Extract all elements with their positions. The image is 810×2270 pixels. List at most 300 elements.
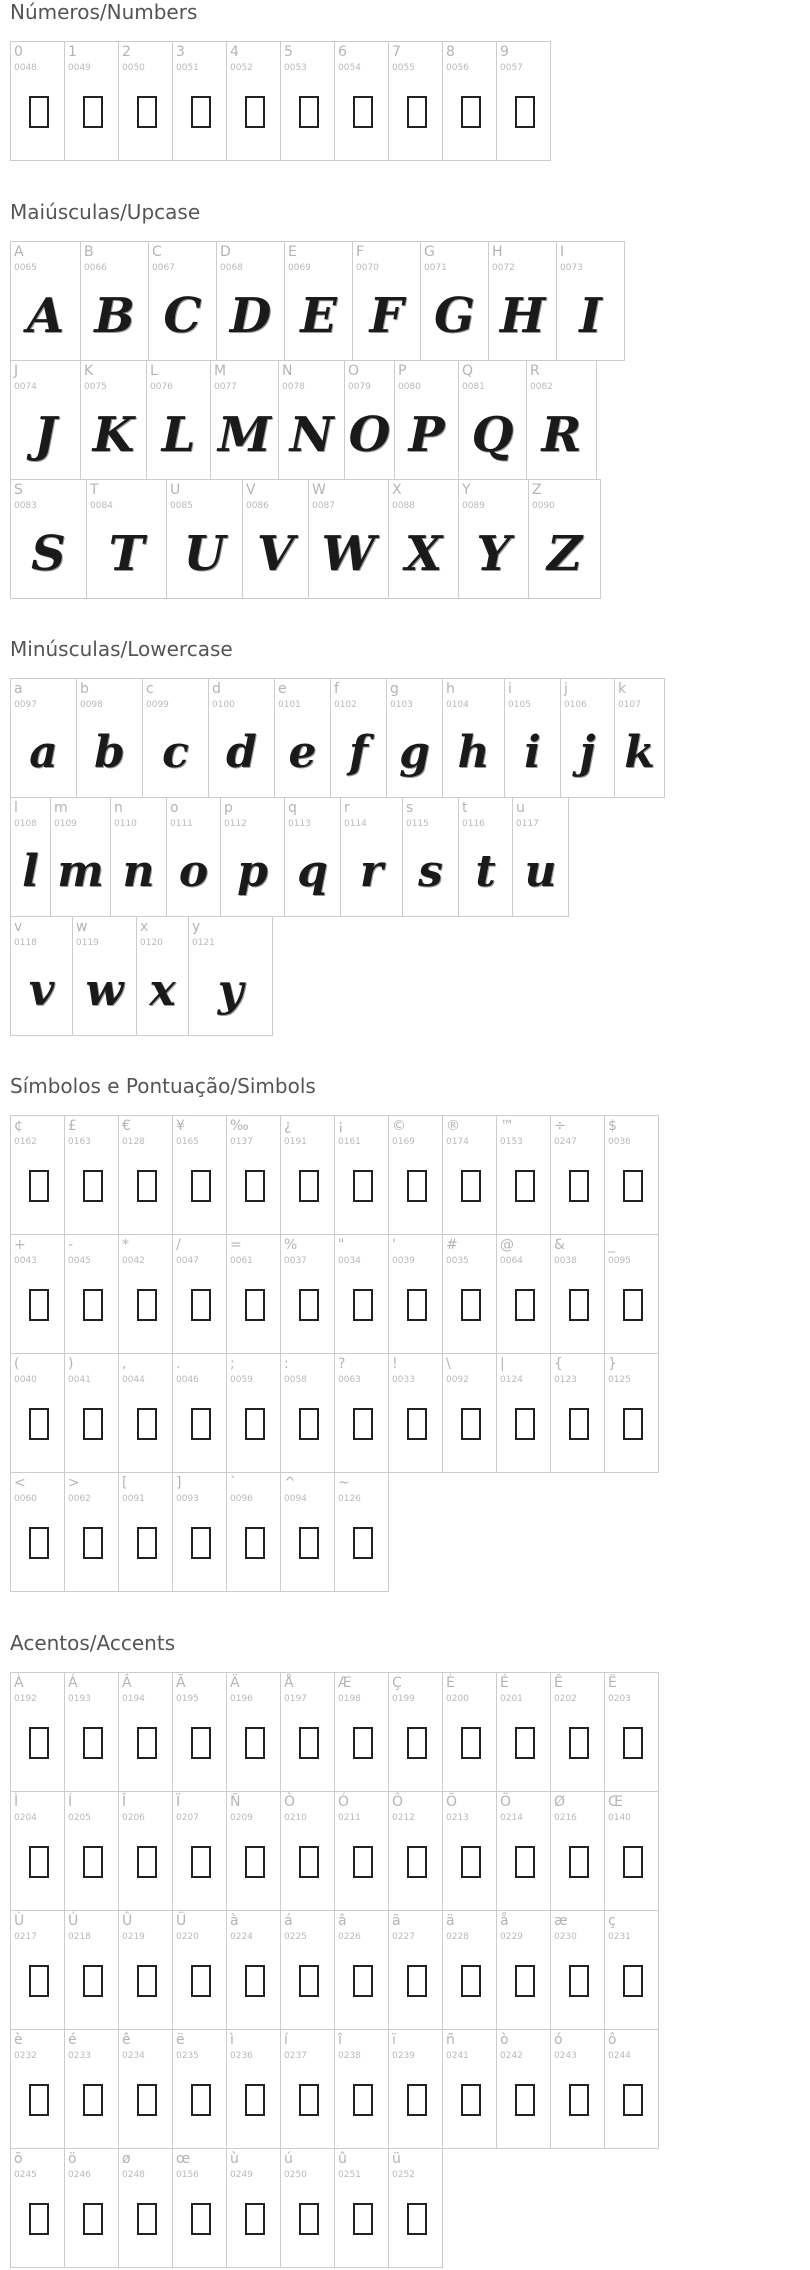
glyph-code: 0038 [554, 1256, 577, 1266]
glyph-cell [10, 1672, 65, 1792]
glyph-code: 0194 [122, 1694, 145, 1704]
missing-glyph-box [29, 2203, 49, 2235]
missing-glyph-box [29, 2084, 49, 2116]
glyph-code: 0198 [338, 1694, 361, 1704]
glyph-code: 0213 [446, 1813, 469, 1823]
glyph-cell [550, 1672, 605, 1792]
glyph-code: 0107 [618, 700, 641, 710]
glyph-cell [220, 797, 285, 917]
glyph-sample: J [34, 407, 57, 463]
glyph-label: S [14, 482, 23, 498]
glyph-cell [64, 2029, 119, 2149]
section-title: Números/Numbers [10, 0, 198, 24]
glyph-cell [118, 1910, 173, 2030]
glyph-code: 0092 [446, 1375, 469, 1385]
missing-glyph-box [29, 1965, 49, 1997]
glyph-label: ü [392, 2151, 401, 2167]
glyph-cell [280, 1353, 335, 1473]
glyph-code: 0033 [392, 1375, 415, 1385]
section-title: Símbolos e Pontuação/Simbols [10, 1074, 316, 1098]
glyph-cell [226, 1115, 281, 1235]
glyph-label: 9 [500, 44, 509, 60]
glyph-cell [142, 678, 209, 798]
glyph-code: 0238 [338, 2051, 361, 2061]
missing-glyph-box [29, 1727, 49, 1759]
glyph-code: 0195 [176, 1694, 199, 1704]
glyph-label: " [338, 1237, 345, 1253]
glyph-label: t [462, 800, 468, 816]
glyph-code: 0251 [338, 2170, 361, 2180]
glyph-cell [604, 1910, 659, 2030]
glyph-cell [334, 1672, 389, 1792]
glyph-code: 0041 [68, 1375, 91, 1385]
missing-glyph-box [299, 1408, 319, 1440]
glyph-label: ¿ [284, 1118, 292, 1134]
glyph-code: 0234 [122, 2051, 145, 2061]
glyph-code: 0123 [554, 1375, 577, 1385]
missing-glyph-box [461, 1289, 481, 1321]
glyph-label: / [176, 1237, 181, 1253]
glyph-code: 0226 [338, 1932, 361, 1942]
glyph-sample: K [92, 407, 135, 463]
glyph-label: Å [284, 1675, 294, 1691]
glyph-cell [496, 1115, 551, 1235]
glyph-cell [10, 241, 81, 361]
missing-glyph-box [461, 1727, 481, 1759]
missing-glyph-box [245, 96, 265, 128]
missing-glyph-box [245, 1727, 265, 1759]
glyph-code: 0077 [214, 382, 237, 392]
glyph-label: * [122, 1237, 129, 1253]
glyph-cell [458, 479, 529, 599]
glyph-label: ` [230, 1475, 237, 1491]
glyph-label: l [14, 800, 18, 816]
glyph-code: 0048 [14, 63, 37, 73]
glyph-code: 0040 [14, 1375, 37, 1385]
glyph-cell [136, 916, 189, 1036]
glyph-code: 0225 [284, 1932, 307, 1942]
glyph-label: ® [446, 1118, 460, 1134]
glyph-code: 0059 [230, 1375, 253, 1385]
glyph-label: g [390, 681, 399, 697]
glyph-cell [10, 360, 81, 480]
glyph-sample: s [418, 846, 443, 897]
glyph-cell [280, 2148, 335, 2268]
missing-glyph-box [137, 1965, 157, 1997]
glyph-sample: n [122, 846, 155, 897]
glyph-code: 0091 [122, 1494, 145, 1504]
glyph-cell [394, 360, 459, 480]
glyph-sample: N [289, 407, 334, 463]
glyph-label: s [406, 800, 414, 816]
glyph-code: 0119 [76, 938, 99, 948]
missing-glyph-box [623, 1727, 643, 1759]
glyph-label: õ [14, 2151, 23, 2167]
missing-glyph-box [245, 1527, 265, 1559]
glyph-cell [496, 1791, 551, 1911]
missing-glyph-box [407, 96, 427, 128]
missing-glyph-box [29, 1289, 49, 1321]
glyph-code: 0039 [392, 1256, 415, 1266]
glyph-code: 0244 [608, 2051, 631, 2061]
glyph-label: c [146, 681, 154, 697]
glyph-label: 5 [284, 44, 293, 60]
glyph-code: 0110 [114, 819, 137, 829]
glyph-label: 3 [176, 44, 185, 60]
glyph-sample: A [26, 288, 65, 344]
glyph-cell [10, 2029, 65, 2149]
glyph-sample: Z [546, 526, 583, 582]
glyph-sample: I [579, 288, 602, 344]
glyph-label: \ [446, 1356, 451, 1372]
glyph-code: 0229 [500, 1932, 523, 1942]
glyph-sample: c [162, 727, 189, 778]
glyph-cell [274, 678, 331, 798]
glyph-label: M [214, 363, 227, 379]
glyph-cell [556, 241, 625, 361]
glyph-code: 0050 [122, 63, 145, 73]
glyph-code: 0099 [146, 700, 169, 710]
glyph-cell [72, 916, 137, 1036]
missing-glyph-box [191, 1170, 211, 1202]
glyph-sample: M [217, 407, 272, 463]
glyph-label: â [338, 1913, 347, 1929]
glyph-sample: B [94, 288, 135, 344]
glyph-cell [308, 479, 389, 599]
glyph-cell [442, 1791, 497, 1911]
glyph-label: { [554, 1356, 563, 1372]
glyph-label: 4 [230, 44, 239, 60]
glyph-label: 0 [14, 44, 23, 60]
glyph-cell [172, 41, 227, 161]
glyph-cell [280, 41, 335, 161]
glyph-cell [386, 678, 443, 798]
glyph-sample: r [359, 846, 384, 897]
glyph-code: 0118 [14, 938, 37, 948]
glyph-cell [550, 1791, 605, 1911]
glyph-label: y [192, 919, 201, 935]
glyph-code: 0075 [84, 382, 107, 392]
missing-glyph-box [299, 2084, 319, 2116]
missing-glyph-box [353, 1846, 373, 1878]
glyph-label: Y [462, 482, 471, 498]
glyph-cell [226, 1472, 281, 1592]
glyph-label: ù [230, 2151, 239, 2167]
missing-glyph-box [191, 1846, 211, 1878]
glyph-sample: u [524, 846, 557, 897]
glyph-label: ö [68, 2151, 77, 2167]
glyph-label: ¥ [176, 1118, 185, 1134]
glyph-cell [118, 1234, 173, 1354]
missing-glyph-box [407, 1289, 427, 1321]
missing-glyph-box [461, 1170, 481, 1202]
glyph-label: Ò [284, 1794, 296, 1810]
glyph-label: N [282, 363, 293, 379]
glyph-cell [402, 797, 459, 917]
missing-glyph-box [83, 1289, 103, 1321]
glyph-cell [604, 1353, 659, 1473]
glyph-code: 0044 [122, 1375, 145, 1385]
glyph-code: 0165 [176, 1137, 199, 1147]
glyph-label: ä [446, 1913, 455, 1929]
glyph-cell [10, 1472, 65, 1592]
glyph-code: 0174 [446, 1137, 469, 1147]
glyph-code: 0228 [446, 1932, 469, 1942]
glyph-label: Ø [554, 1794, 566, 1810]
glyph-sample: O [348, 407, 391, 463]
glyph-cell [334, 1791, 389, 1911]
glyph-code: 0120 [140, 938, 163, 948]
glyph-code: 0231 [608, 1932, 631, 1942]
missing-glyph-box [407, 2084, 427, 2116]
glyph-code: 0246 [68, 2170, 91, 2180]
glyph-cell [504, 678, 561, 798]
glyph-cell [388, 1353, 443, 1473]
glyph-cell [604, 1115, 659, 1235]
missing-glyph-box [137, 1846, 157, 1878]
glyph-cell [496, 1234, 551, 1354]
glyph-code: 0089 [462, 501, 485, 511]
glyph-cell [118, 1791, 173, 1911]
missing-glyph-box [299, 1846, 319, 1878]
glyph-cell [172, 1472, 227, 1592]
missing-glyph-box [353, 1408, 373, 1440]
glyph-cell [334, 1353, 389, 1473]
glyph-cell [442, 2029, 497, 2149]
glyph-cell [512, 797, 569, 917]
glyph-code: 0216 [554, 1813, 577, 1823]
glyph-cell [560, 678, 615, 798]
glyph-label: ! [392, 1356, 398, 1372]
glyph-cell [550, 2029, 605, 2149]
glyph-cell [340, 797, 403, 917]
glyph-label: ø [122, 2151, 131, 2167]
glyph-cell [118, 1672, 173, 1792]
missing-glyph-box [353, 1170, 373, 1202]
glyph-code: 0243 [554, 2051, 577, 2061]
missing-glyph-box [569, 1289, 589, 1321]
glyph-label: Ó [338, 1794, 350, 1810]
missing-glyph-box [353, 1289, 373, 1321]
glyph-cell [388, 479, 459, 599]
glyph-cell [226, 1353, 281, 1473]
missing-glyph-box [137, 1170, 157, 1202]
missing-glyph-box [245, 1846, 265, 1878]
glyph-cell [172, 2029, 227, 2149]
glyph-code: 0069 [288, 263, 311, 273]
glyph-sample: h [457, 727, 490, 778]
glyph-code: 0056 [446, 63, 469, 73]
glyph-cell [10, 1910, 65, 2030]
glyph-label: 2 [122, 44, 131, 60]
glyph-label: á [284, 1913, 293, 1929]
glyph-sample: V [256, 526, 295, 582]
missing-glyph-box [29, 1527, 49, 1559]
glyph-label: 7 [392, 44, 401, 60]
section-title: Acentos/Accents [10, 1631, 176, 1655]
missing-glyph-box [191, 1289, 211, 1321]
glyph-cell [388, 1115, 443, 1235]
glyph-code: 0237 [284, 2051, 307, 2061]
glyph-cell [388, 2148, 443, 2268]
glyph-label: 8 [446, 44, 455, 60]
glyph-code: 0073 [560, 263, 583, 273]
missing-glyph-box [407, 1965, 427, 1997]
glyph-code: 0235 [176, 2051, 199, 2061]
glyph-cell [334, 1472, 389, 1592]
glyph-code: 0083 [14, 501, 37, 511]
glyph-label: å [500, 1913, 509, 1929]
glyph-label: ÷ [554, 1118, 566, 1134]
glyph-cell [10, 1353, 65, 1473]
glyph-cell [614, 678, 665, 798]
missing-glyph-box [245, 1170, 265, 1202]
glyph-code: 0192 [14, 1694, 37, 1704]
glyph-label: Œ [608, 1794, 623, 1810]
glyph-code: 0217 [14, 1932, 37, 1942]
glyph-label: B [84, 244, 94, 260]
glyph-sample: S [31, 526, 66, 582]
glyph-label: H [492, 244, 503, 260]
glyph-cell [550, 1910, 605, 2030]
glyph-code: 0163 [68, 1137, 91, 1147]
glyph-sample: g [399, 727, 430, 778]
glyph-code: 0042 [122, 1256, 145, 1266]
glyph-cell [118, 41, 173, 161]
glyph-label: I [560, 244, 565, 260]
glyph-sample: U [183, 526, 226, 582]
glyph-sample: D [229, 288, 272, 344]
glyph-label: i [508, 681, 512, 697]
glyph-cell [496, 1353, 551, 1473]
glyph-code: 0067 [152, 263, 175, 273]
glyph-code: 0214 [500, 1813, 523, 1823]
glyph-cell [388, 2029, 443, 2149]
glyph-cell [172, 1672, 227, 1792]
glyph-label: T [90, 482, 99, 498]
missing-glyph-box [407, 1170, 427, 1202]
glyph-code: 0126 [338, 1494, 361, 1504]
glyph-code: 0117 [516, 819, 539, 829]
glyph-code: 0072 [492, 263, 515, 273]
glyph-code: 0191 [284, 1137, 307, 1147]
section-title: Minúsculas/Lowercase [10, 637, 233, 661]
missing-glyph-box [515, 96, 535, 128]
glyph-label: ï [392, 2032, 396, 2048]
glyph-code: 0230 [554, 1932, 577, 1942]
glyph-label: ~ [338, 1475, 350, 1491]
glyph-cell [208, 678, 275, 798]
glyph-label: Û [122, 1913, 133, 1929]
glyph-code: 0236 [230, 2051, 253, 2061]
glyph-cell [216, 241, 285, 361]
glyph-label: : [284, 1356, 289, 1372]
missing-glyph-box [407, 1846, 427, 1878]
missing-glyph-box [191, 1965, 211, 1997]
glyph-cell [64, 1672, 119, 1792]
missing-glyph-box [515, 2084, 535, 2116]
glyph-label: Õ [446, 1794, 458, 1810]
glyph-label: q [288, 800, 297, 816]
missing-glyph-box [569, 1965, 589, 1997]
glyph-sample: q [297, 846, 328, 897]
missing-glyph-box [191, 96, 211, 128]
glyph-label: ó [554, 2032, 563, 2048]
glyph-label: n [114, 800, 123, 816]
missing-glyph-box [137, 1727, 157, 1759]
glyph-label: _ [608, 1237, 615, 1253]
glyph-code: 0109 [54, 819, 77, 829]
glyph-code: 0043 [14, 1256, 37, 1266]
glyph-label: + [14, 1237, 26, 1253]
glyph-code: 0087 [312, 501, 335, 511]
glyph-code: 0102 [334, 700, 357, 710]
glyph-label: Ë [608, 1675, 617, 1691]
glyph-cell [10, 1234, 65, 1354]
missing-glyph-box [83, 1965, 103, 1997]
glyph-cell [80, 360, 147, 480]
glyph-code: 0239 [392, 2051, 415, 2061]
glyph-cell [550, 1353, 605, 1473]
glyph-sample: f [349, 727, 368, 778]
glyph-cell [550, 1115, 605, 1235]
glyph-label: Ñ [230, 1794, 241, 1810]
glyph-cell [388, 1672, 443, 1792]
glyph-code: 0101 [278, 700, 301, 710]
glyph-code: 0218 [68, 1932, 91, 1942]
glyph-code: 0105 [508, 700, 531, 710]
glyph-code: 0140 [608, 1813, 631, 1823]
missing-glyph-box [461, 1965, 481, 1997]
glyph-cell [604, 1791, 659, 1911]
glyph-code: 0049 [68, 63, 91, 73]
glyph-code: 0086 [246, 501, 269, 511]
glyph-code: 0047 [176, 1256, 199, 1266]
glyph-label: G [424, 244, 435, 260]
glyph-label: | [500, 1356, 505, 1372]
glyph-sample: l [22, 846, 39, 897]
glyph-cell [334, 2029, 389, 2149]
glyph-label: ô [608, 2032, 617, 2048]
glyph-code: 0124 [500, 1375, 523, 1385]
glyph-code: 0201 [500, 1694, 523, 1704]
missing-glyph-box [623, 2084, 643, 2116]
glyph-code: 0036 [608, 1137, 631, 1147]
glyph-sample: E [300, 288, 337, 344]
glyph-label: a [14, 681, 23, 697]
glyph-code: 0095 [608, 1256, 631, 1266]
glyph-sample: y [217, 965, 244, 1016]
glyph-code: 0112 [224, 819, 247, 829]
glyph-cell [388, 1910, 443, 2030]
glyph-sample: w [85, 965, 124, 1016]
glyph-label: Ä [230, 1675, 240, 1691]
missing-glyph-box [137, 2203, 157, 2235]
glyph-code: 0162 [14, 1137, 37, 1147]
missing-glyph-box [515, 1289, 535, 1321]
glyph-sample: F [369, 288, 404, 344]
missing-glyph-box [299, 2203, 319, 2235]
glyph-code: 0052 [230, 63, 253, 73]
glyph-code: 0035 [446, 1256, 469, 1266]
glyph-label: ë [176, 2032, 185, 2048]
glyph-code: 0090 [532, 501, 555, 511]
glyph-code: 0070 [356, 263, 379, 273]
glyph-code: 0125 [608, 1375, 631, 1385]
glyph-code: 0250 [284, 2170, 307, 2180]
glyph-code: 0252 [392, 2170, 415, 2180]
glyph-code: 0169 [392, 1137, 415, 1147]
